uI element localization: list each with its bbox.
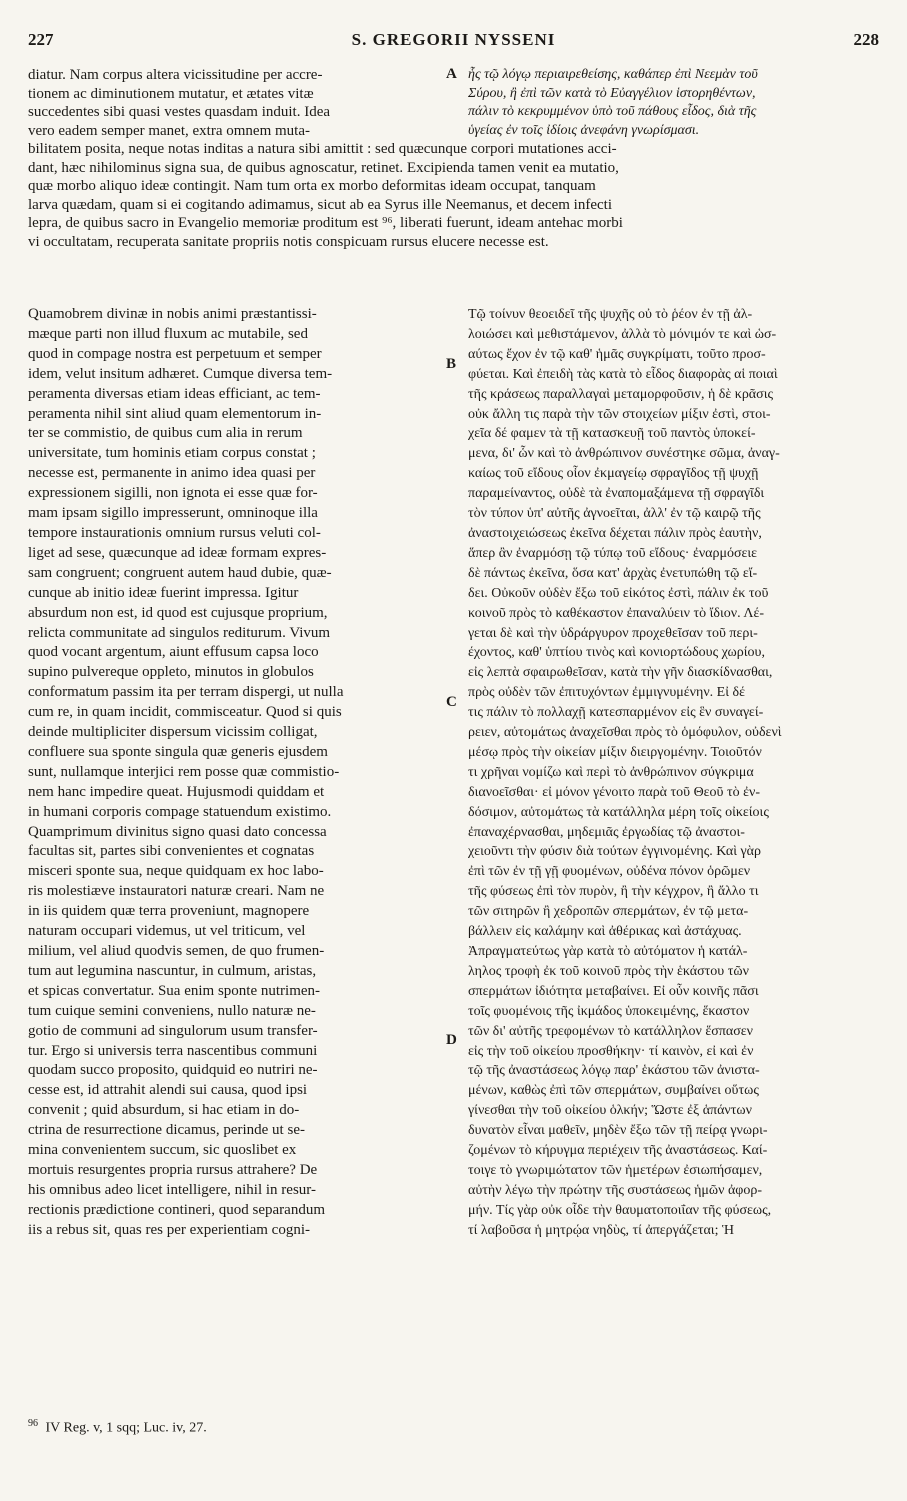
text-line: rectionis prædictione contineri, quod separandum bbox=[28, 1201, 326, 1218]
text-line: δει. Οὐκοῦν οὐδὲν ἔξω τοῦ εἰκότος ἐστὶ, πάλιν ἐκ τοῦ bbox=[468, 585, 769, 601]
text-line: vero eadem semper manet, extra omnem muta- bbox=[28, 122, 310, 139]
text-line: ris molestiæve instauratori naturæ creari. Nam ne bbox=[28, 883, 325, 900]
text-line: mina convenientem succum, sic quoslibet ex bbox=[28, 1142, 297, 1159]
text-line: εἰς τὴν τοῦ οἰκείου προσθήκην· τί καινὸν, εἰ καὶ ἐν bbox=[468, 1043, 754, 1059]
footnote-text: IV Reg. v, 1 sqq; Luc. iv, 27. bbox=[45, 1420, 207, 1436]
text-line: quod in compage nostra est perpetuum et semper bbox=[28, 345, 322, 362]
text-line: deinde multipliciter dispersum vicissim colligat, bbox=[28, 724, 318, 741]
section-marker-d: D bbox=[446, 1032, 457, 1048]
text-line: dant, hæc nihilominus signa sua, de quibus agnoscatur, retinet. Excipienda tamen venit ea mutatio, bbox=[28, 159, 619, 176]
text-line: τῷ τῆς ἀναστάσεως λόγῳ παρ' ἑκάστου τῶν ἀνιστα- bbox=[468, 1063, 760, 1079]
text-line: καίως τοῦ εἴδους οἷον ἐκμαγείῳ σφραγῖδος τῇ ψυχῇ bbox=[468, 466, 759, 482]
text-line: tum aut legumina nascuntur, in culmum, aristas, bbox=[28, 962, 317, 979]
text-line: βάλλειν εἰς καλάμην καὶ ἀθέρικας καὶ ἀστάχυας. bbox=[468, 924, 742, 940]
text-line: idem, velut insitum adhæret. Cumque diversa tem- bbox=[28, 365, 333, 382]
text-line: τί λαβοῦσα ἡ μητρῴα νηδὺς, τί ἀπεργάζεται; Ἡ bbox=[468, 1222, 734, 1238]
text-line: ἧς τῷ λόγῳ περιαιρεθείσης, καθάπερ ἐπὶ Νεεμὰν τοῦ bbox=[468, 67, 758, 82]
text-line: ἅπερ ἂν ἐναρμόσῃ τῷ τύπῳ τοῦ εἴδους· ἐναρμόσειε bbox=[468, 545, 758, 561]
text-line: conformatum passim ita per terram dispergi, ut nulla bbox=[28, 684, 344, 701]
page-number-left: 227 bbox=[28, 30, 54, 49]
text-line: facultas sit, partes sibi convenientes et cognatas bbox=[28, 843, 315, 860]
text-line: lepra, de quibus sacro in Evangelio memoriæ proditum est ⁹⁶, liberati fuerunt, ideam antehac morbi bbox=[28, 215, 623, 231]
text-line: έχοντος, καθ' ὑπτίου τινὸς καὶ κονιορτώδους χωρίου, bbox=[468, 645, 765, 661]
text-line: τῆς κράσεως παραλλαγαὶ μεταμορφοῦσιν, ἡ δὲ κρᾶσις bbox=[468, 386, 773, 402]
text-line: δόσιμον, αὐτομάτως τὰ κατάλληλα μέρη τοῖς οἰκείοις bbox=[468, 804, 769, 820]
text-line: χειοῦντι τὴν φύσιν διὰ τούτων ἐγγινομένης. Καὶ γὰρ bbox=[468, 844, 762, 860]
text-line: Quamobrem divinæ in nobis animi præstantissi- bbox=[28, 306, 317, 322]
text-line: σπερμάτων ἰδιότητα μεταβαίνει. Εἰ οὖν κοινῆς πᾶσι bbox=[468, 983, 759, 999]
text-line: mæque parti non illud fluxum ac mutabile, sed bbox=[28, 325, 308, 342]
text-line: milium, vel aliud quodvis semen, de quo frumen- bbox=[28, 943, 325, 959]
text-line: expressionem sigilli, non ignota ei esse quæ for- bbox=[28, 485, 318, 502]
text-line: πάλιν τὸ κεκρυμμένον ὑπὸ τοῦ πάθους εἶδος, διὰ τῆς bbox=[468, 104, 757, 119]
text-line: succedentes sibi quasi vestes quasdam induit. Idea bbox=[28, 104, 331, 120]
text-line: diatur. Nam corpus altera vicissitudine per accre- bbox=[28, 67, 323, 83]
text-line: ρειεν, αὐτομάτως ἀναχεῖσθαι πρὸς τὸ ὁμόφυλον, οὐδενὶ bbox=[468, 725, 782, 741]
text-line: tempore instaurationis omnium rursus veluti col- bbox=[28, 524, 321, 541]
text-line: Ἀπραγματεύτως γὰρ κατὰ τὸ αὐτόματον ἡ κατάλ- bbox=[468, 944, 748, 959]
text-line: κοινοῦ πρὸς τὸ καθέκαστον ἐπαναλύειν τὸ ἴδιον. Λέ- bbox=[468, 605, 765, 621]
text-line: ἐπὶ τῶν ἐν τῇ γῇ φυομένων, οὐδένα πόνον ὁρῶμεν bbox=[468, 864, 751, 880]
top-latin-block bbox=[28, 66, 440, 140]
text-line: universitate, tum hominis etiam corpus constat ; bbox=[28, 445, 316, 462]
text-line: sunt, nullamque interjici rem posse quæ commistio- bbox=[28, 763, 340, 780]
text-line: tur. Ergo si universis terra nascentibus communi bbox=[28, 1042, 318, 1059]
text-line: δὲ πάντως ἐκεῖνα, ὅσα κατ' ἀρχὰς ἐνετυπώθη τῷ εἴ- bbox=[468, 565, 758, 581]
text-line: relicta communitate ad singulos rediturum. Vivum bbox=[28, 624, 331, 641]
footnote-number: 96 bbox=[28, 1418, 38, 1429]
text-line: in iis quidem quæ terra proveniunt, magnopere bbox=[28, 903, 310, 920]
text-line: ctrina de resurrectione dicamus, perinde ut se- bbox=[28, 1122, 305, 1139]
text-line: ἀναστοιχειώσεως ἐκεῖνα δέχεται πάλιν πρὸς ἑαυτὴν, bbox=[468, 525, 762, 541]
text-line: πρὸς οὐδὲν τῶν ἐπιτυχόντων ἐμμιγνυμένην. Εἰ δέ bbox=[468, 685, 745, 701]
text-line: iis a rebus sit, quas res per experientiam cogni- bbox=[28, 1221, 310, 1238]
text-line: παραμείναντος, οὐδὲ τὰ ἐναπομαξάμενα τῇ σφραγῖδι bbox=[468, 486, 765, 502]
text-line: οὐκ ἄλλη τις παρὰ τὴν τῶν στοιχείων μίξιν ἐστὶ, στοι- bbox=[468, 406, 771, 422]
text-line: naturam occupari videmus, ut vel triticum, vel bbox=[28, 923, 306, 940]
text-line: supino pulvereque oppleto, minutos in globulos bbox=[28, 664, 314, 681]
text-line: ζομένων τὸ κήρυγμα περιέχειν τῆς ἀναστάσεως. Καί- bbox=[468, 1143, 768, 1159]
text-line: liget ad sese, quæcunque ad ideæ formam expres- bbox=[28, 544, 327, 561]
text-line: ter se commistio, de quibus cum alia in rerum bbox=[28, 425, 303, 442]
section-marker-a: A bbox=[446, 66, 457, 82]
text-line: αύτως ἔχον ἐν τῷ καθ' ἡμᾶς συγκρίματι, τοῦτο προσ- bbox=[468, 346, 766, 362]
text-line: τὸν τύπον ὑπ' αὐτῆς ἀγνοεῖται, ἀλλ' ἐν τῷ καιρῷ τῆς bbox=[468, 506, 761, 522]
running-title: S. GREGORII NYSSENI bbox=[351, 30, 556, 49]
text-line: τις πάλιν τὸ πολλαχῇ κατεσπαρμένον εἰς ἓν συναγεί- bbox=[468, 705, 764, 721]
text-line: necesse est, permanente in animo idea quasi per bbox=[28, 465, 316, 482]
text-line: cum re, in quam incidit, commisceatur. Quod si quis bbox=[28, 704, 342, 721]
text-line: mam ipsam sigillo impresserunt, omninoque illa bbox=[28, 505, 318, 522]
text-line: misceri sponte sua, neque quidquam ex hoc labo- bbox=[28, 863, 324, 880]
text-line: his omnibus adeo licet intelligere, nihil in resur- bbox=[28, 1181, 316, 1198]
text-line: peramenta nihil sint aliud quam elementorum in- bbox=[28, 405, 322, 422]
text-line: φύεται. Καὶ ἐπειδὴ τὰς κατὰ τὸ εἶδος διαφορὰς αἱ ποιαὶ bbox=[468, 366, 778, 382]
text-line: nem hanc impedire queat. Hujusmodi quiddam et bbox=[28, 783, 325, 800]
text-line: εἰς λεπτὰ σφαιρωθεῖσαν, κατὰ τὴν γῆν διασκίδνασθαι, bbox=[468, 665, 773, 681]
footnote bbox=[28, 1418, 207, 1437]
text-line: μήν. Τίς γὰρ οὐκ οἶδε τὴν θαυματοποιΐαν τῆς φύσεως, bbox=[468, 1202, 772, 1218]
text-line: λοιώσει καὶ μεθιστάμενον, ἀλλὰ τὸ μόνιμόν τε καὶ ὡσ- bbox=[468, 326, 777, 342]
text-line: γεται δὲ καὶ τὴν ὑδράργυρον προχεθεῖσαν τοῦ περι- bbox=[468, 625, 758, 641]
greek-column bbox=[468, 305, 880, 1241]
top-greek-block bbox=[468, 66, 880, 140]
text-line: cesse est, id attrahit alendi sui causa, quod ipsi bbox=[28, 1082, 308, 1099]
text-line: in humani corporis compage statuendum existimo. bbox=[28, 803, 332, 820]
page-number-right: 228 bbox=[853, 30, 879, 49]
text-line: quæ morbo aliquo ideæ contingit. Nam tum orta ex morbo deformitas ideam occupat, tanquam bbox=[28, 178, 596, 194]
text-line: αὐτὴν λέγω τὴν πρώτην τῆς συστάσεως ἡμῶν ἀφορ- bbox=[468, 1182, 763, 1198]
text-line: τι χρῆναι νομίζω καὶ περὶ τὸ ἀνθρώπινον σύγκριμα bbox=[468, 764, 754, 780]
text-line: absurdum non est, id quod est cujusque proprium, bbox=[28, 604, 328, 621]
text-line: sam congruent; congruent autem haud dubie, quæ- bbox=[28, 564, 332, 581]
text-line: et spicas convertatur. Sua enim sponte nutrimen- bbox=[28, 982, 321, 999]
text-line: convenit ; quid absurdum, si hac etiam in do- bbox=[28, 1102, 300, 1119]
text-line: ὑγείας ἐν τοῖς ἰδίοις ἀνεφάνη γνωρίσμασι. bbox=[468, 122, 700, 138]
text-line: τῆς φύσεως ἐπὶ τὸν πυρὸν, ἢ τὴν κέγχρον, ἢ ἄλλο τι bbox=[468, 884, 759, 900]
text-line: Τῷ τοίνυν θεοειδεῖ τῆς ψυχῆς οὐ τὸ ῥέον ἐν τῇ ἀλ- bbox=[468, 307, 753, 322]
text-line: vi occultatam, recuperata sanitate propriis notis conspicuam rursus elucere necesse est. bbox=[28, 233, 549, 250]
section-marker-c: C bbox=[446, 694, 457, 710]
latin-column bbox=[28, 305, 440, 1241]
full-width-latin-block bbox=[28, 140, 880, 251]
text-line: χεῖα δέ φαμεν τὰ τῇ κατασκευῇ τοῦ παντὸς ὑποκεί- bbox=[468, 426, 756, 442]
text-line: τῶν σιτηρῶν ἢ χεδροπῶν σπερμάτων, ἐν τῷ μετα- bbox=[468, 904, 749, 920]
text-line: τοιγε τὸ γνωριμώτατον τῶν ἡμετέρων ἐσιωπήσαμεν, bbox=[468, 1162, 763, 1178]
text-line: Σύρου, ἢ ἐπὶ τῶν κατὰ τὸ Εὐαγγέλιον ἱστορηθέντων, bbox=[468, 85, 756, 101]
text-line: μενα, δι' ὧν καὶ τὸ ἀνθρώπινον συνέστηκε σῶμα, ἀναγ- bbox=[468, 446, 780, 462]
text-line: peramenta diversas etiam ideas efficiant, ac tem- bbox=[28, 385, 321, 402]
text-line: ληλος τροφὴ ἐκ τοῦ κοινοῦ πρὸς τὴν ἑκάστου τῶν bbox=[468, 963, 749, 979]
text-line: tum cuique semini conveniens, nullo naturæ ne- bbox=[28, 1002, 316, 1019]
text-line: ἐπαναχέρνασθαι, μηδεμιᾶς ἐργωδίας τῷ ἀναστοι- bbox=[468, 824, 745, 840]
text-line: μένων, καθὼς ἐπὶ τῶν σπερμάτων, συμβαίνει οὕτως bbox=[468, 1083, 759, 1099]
page-header bbox=[28, 30, 879, 54]
text-line: larva quædam, quam si ei cogitando adimamus, sicut ab ea Syrus ille Neemanus, et decem infecti bbox=[28, 196, 612, 213]
text-line: quodam succo proposito, quidquid eo nutriri ne- bbox=[28, 1062, 318, 1079]
text-line: διανοεῖσθαι· εἰ μόνον γένοιτο παρὰ τοῦ Θεοῦ τὸ ἐν- bbox=[468, 784, 760, 800]
text-line: mortuis resurgentes propria rursus attrahere? De bbox=[28, 1161, 318, 1178]
text-line: δυνατὸν εἶναι μαθεῖν, μηδὲν ἔξω τῶν τῇ πείρᾳ γνωρι- bbox=[468, 1123, 768, 1139]
text-line: gotio de communi ad singulorum usum transfer- bbox=[28, 1022, 318, 1039]
text-line: confluere sua sponte singula quæ generis ejusdem bbox=[28, 743, 328, 760]
text-line: μέσῳ πρὸς τὴν οἰκείαν μίξιν διειργομένην. Τοιοῦτόν bbox=[468, 744, 762, 760]
text-line: cunque ab initio ideæ fuerint impressa. Igitur bbox=[28, 584, 299, 601]
text-line: τῶν δι' αὐτῆς τρεφομένων τὸ κατάλληλον ἕσπασεν bbox=[468, 1023, 753, 1039]
text-line: quod vocant argentum, aiunt effusum capsa loco bbox=[28, 644, 319, 661]
text-line: Quamprimum divinitus signo quasi dato concessa bbox=[28, 823, 327, 840]
text-line: γίνεσθαι τὴν τοῦ οἰκείου ὁλκήν; Ὥστε ἐξ ἁπάντων bbox=[468, 1103, 752, 1119]
section-marker-b: B bbox=[446, 356, 457, 372]
text-line: bilitatem posita, neque notas inditas a natura sibi amittit : sed quæcunque corpori mutationes acci- bbox=[28, 141, 617, 157]
text-line: tionem ac diminutionem mutatur, et ætates vitæ bbox=[28, 85, 314, 102]
text-line: τοῖς φυομένοις τῆς ἰκμάδος ὑποκειμένης, ἕκαστον bbox=[468, 1003, 750, 1019]
